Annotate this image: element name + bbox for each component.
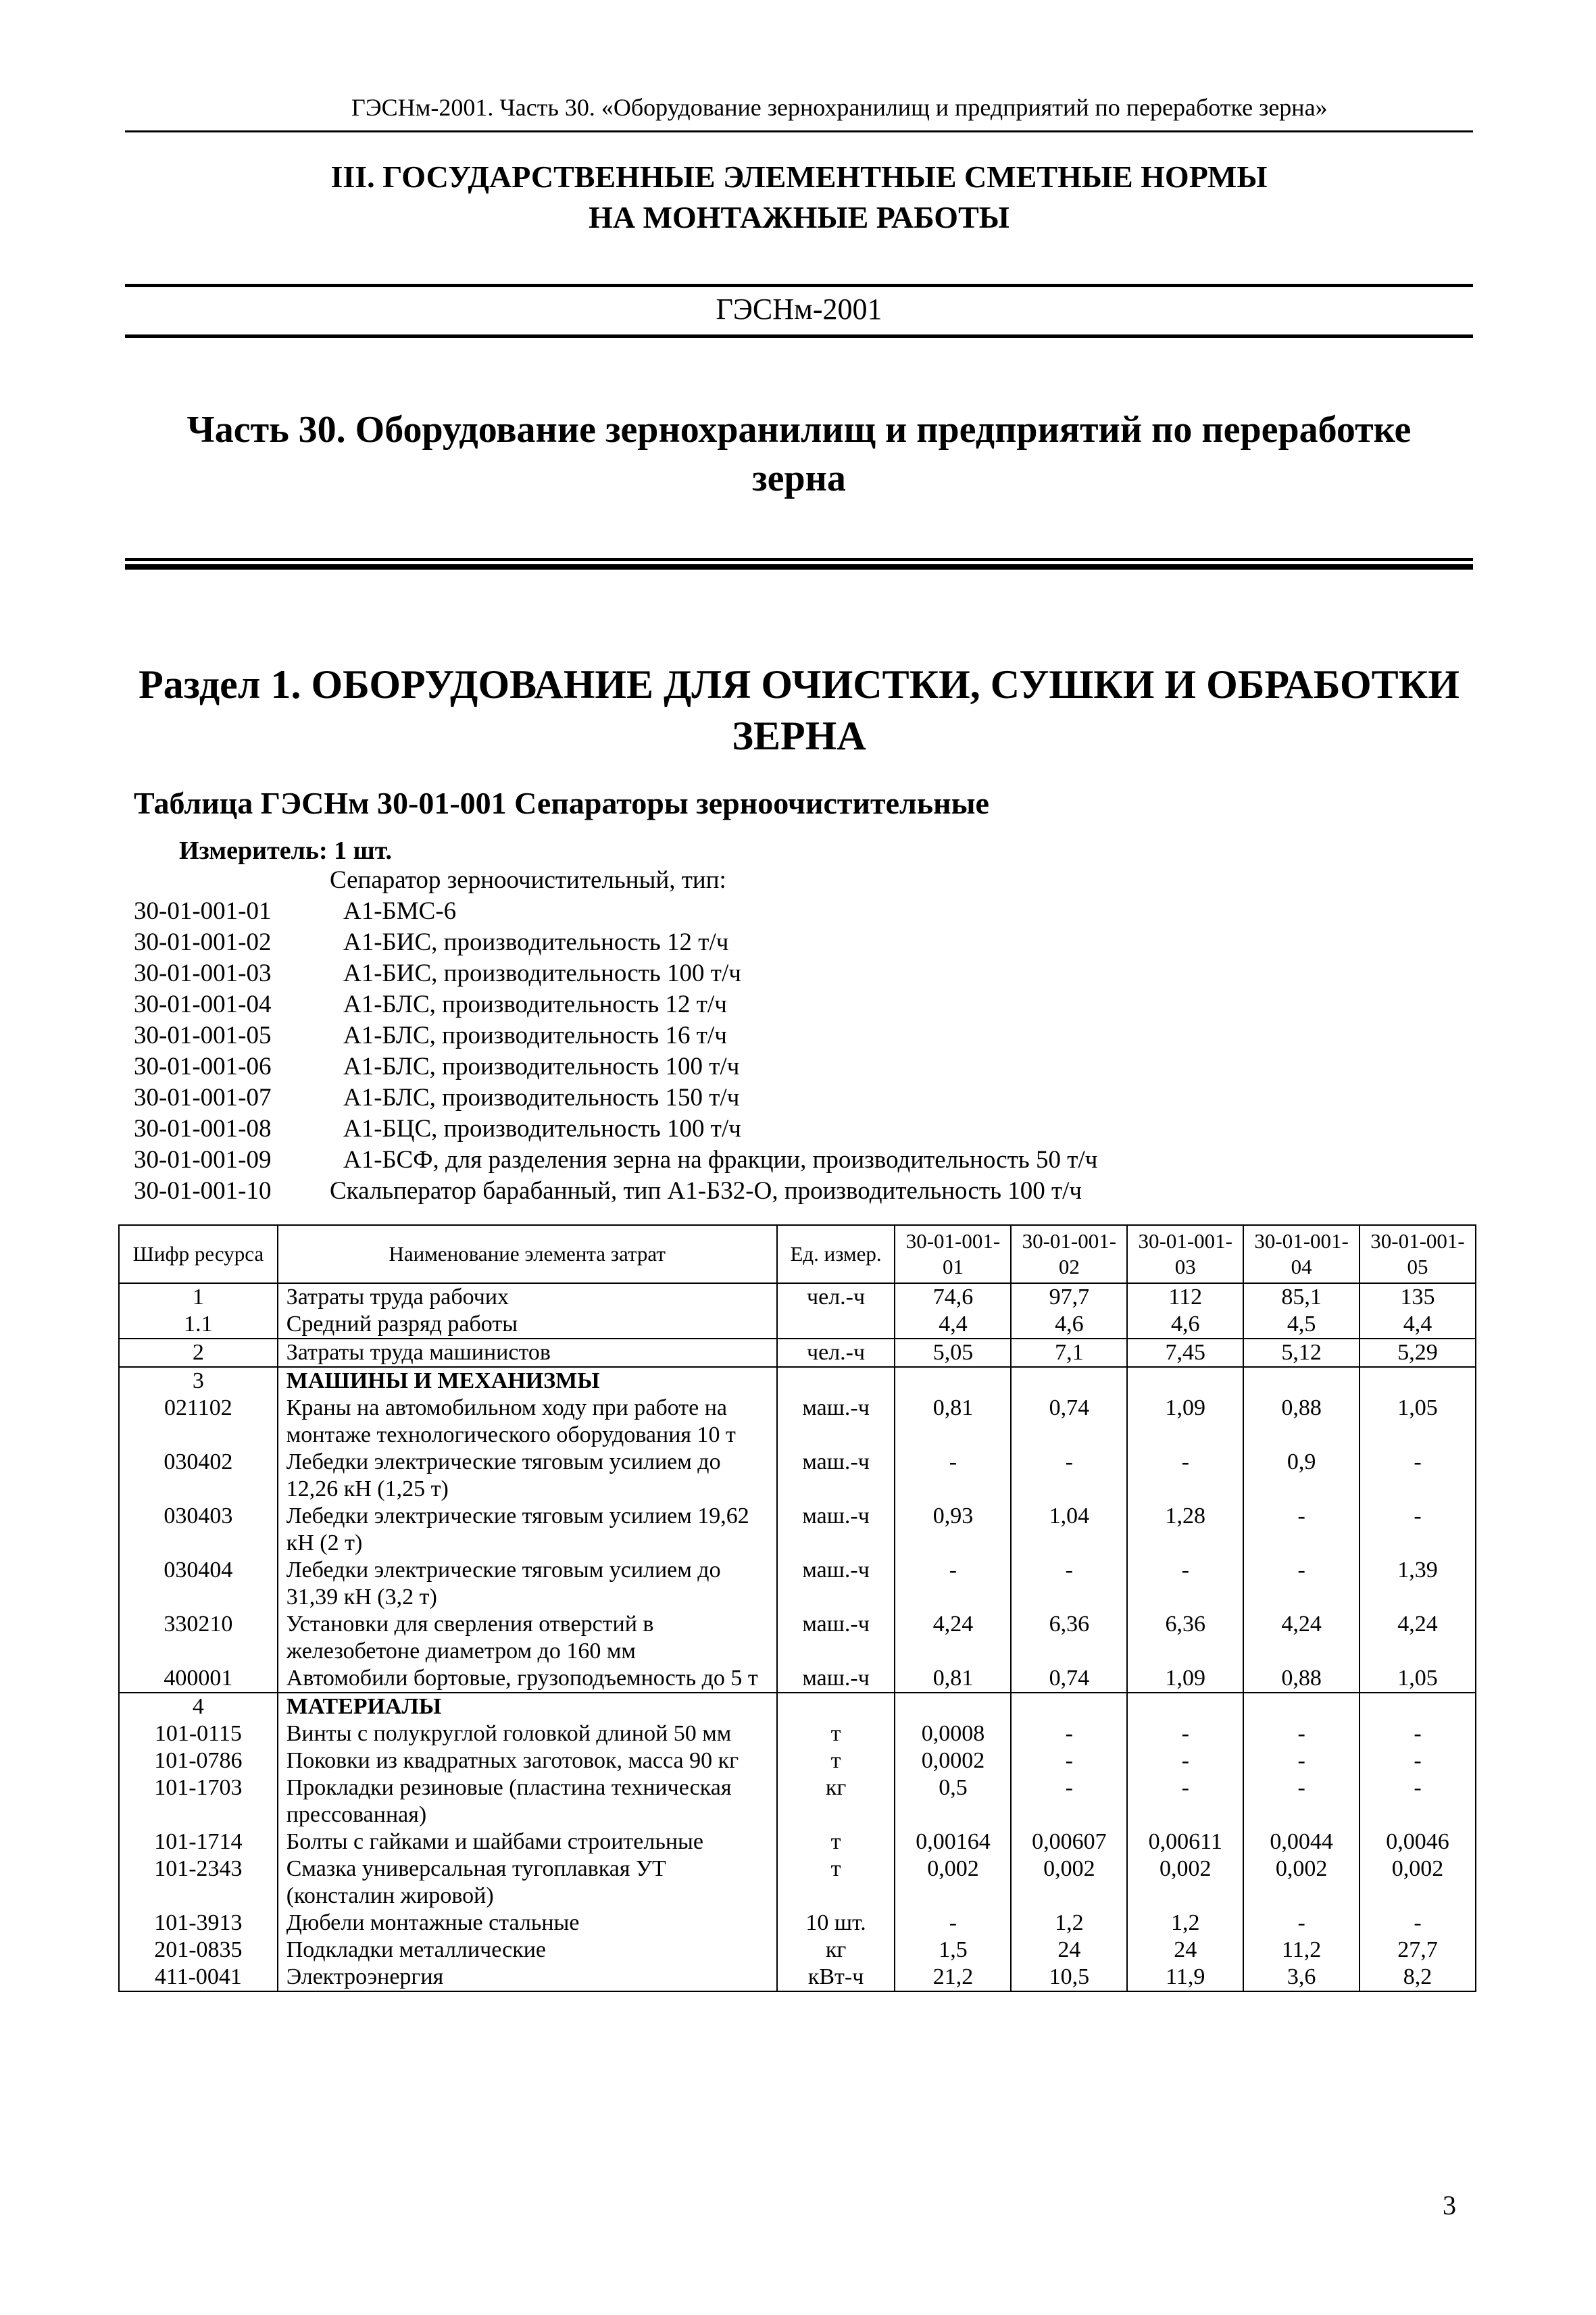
code-value: 30-01-001-10 bbox=[134, 1177, 272, 1205]
code-desc: А1-БИС, производительность 100 т/ч bbox=[343, 960, 741, 987]
cell-name: Лебедки электрические тяговым усилием до 31,39 кН (3,2 т) bbox=[278, 1557, 777, 1611]
cell-value: 1,09 bbox=[1127, 1395, 1243, 1449]
gesn-label: ГЭСНм-2001 bbox=[716, 293, 882, 326]
cell-value: - bbox=[1011, 1720, 1127, 1747]
code-value: 30-01-001-01 bbox=[134, 897, 272, 925]
cell-unit: чел.-ч bbox=[777, 1339, 895, 1367]
cell-value: 7,45 bbox=[1127, 1339, 1243, 1367]
cell-value: - bbox=[1243, 1503, 1360, 1557]
code-desc: А1-БЛС, производительность 150 т/ч bbox=[343, 1084, 740, 1112]
cell-name: Средний разряд работы bbox=[278, 1311, 777, 1339]
cell-value: - bbox=[1011, 1557, 1127, 1611]
cell-value: - bbox=[1127, 1774, 1243, 1828]
cell-value: - bbox=[1360, 1910, 1476, 1937]
code-item bbox=[134, 1145, 1097, 1176]
running-header: ГЭСНм-2001. Часть 30. «Оборудование зернохранилищ и предприятий по переработке зерна» bbox=[351, 94, 1328, 121]
table-row bbox=[119, 1693, 1476, 1720]
code-item bbox=[134, 989, 1097, 1020]
cell-value: - bbox=[895, 1910, 1011, 1937]
cell-name: МАШИНЫ И МЕХАНИЗМЫ bbox=[278, 1367, 777, 1395]
cell-value: 0,002 bbox=[1127, 1856, 1243, 1910]
gesn-rule-bottom bbox=[125, 334, 1473, 338]
cell-unit: маш.-ч bbox=[777, 1557, 895, 1611]
code-desc: Скальператор барабанный, тип А1-Б32-О, производительность 100 т/ч bbox=[330, 1177, 1082, 1205]
cell-code: 030403 bbox=[119, 1503, 278, 1557]
col-header: Шифр ресурса bbox=[119, 1225, 278, 1283]
cell-value: 0,74 bbox=[1011, 1665, 1127, 1693]
cell-unit bbox=[777, 1311, 895, 1339]
code-value: 30-01-001-06 bbox=[134, 1053, 272, 1080]
cell-code: 330210 bbox=[119, 1611, 278, 1665]
code-value: 30-01-001-05 bbox=[134, 1022, 272, 1049]
cell-name: Прокладки резиновые (пластина техническая прессованная) bbox=[278, 1774, 777, 1828]
code-item bbox=[134, 1114, 1097, 1145]
cell-value bbox=[1360, 1367, 1476, 1395]
cell-value: 1,2 bbox=[1011, 1910, 1127, 1937]
cell-value bbox=[1127, 1367, 1243, 1395]
cell-code: 4 bbox=[119, 1693, 278, 1720]
measure-unit: Измеритель: 1 шт. bbox=[179, 837, 393, 865]
col-header: Ед. измер. bbox=[777, 1225, 895, 1283]
heading-line-1: III. ГОСУДАРСТВЕННЫЕ ЭЛЕМЕНТНЫЕ СМЕТНЫЕ НОРМЫ bbox=[330, 159, 1268, 194]
cell-value: - bbox=[1127, 1557, 1243, 1611]
cell-value: - bbox=[1011, 1449, 1127, 1503]
cell-value: 0,81 bbox=[895, 1665, 1011, 1693]
cell-name: Смазка универсальная тугоплавкая УТ (консталин жировой) bbox=[278, 1856, 777, 1910]
cell-value: 0,9 bbox=[1243, 1449, 1360, 1503]
cell-value: 0,0008 bbox=[895, 1720, 1011, 1747]
cell-code: 101-2343 bbox=[119, 1856, 278, 1910]
cell-code: 101-0786 bbox=[119, 1747, 278, 1774]
resource-table bbox=[118, 1224, 1476, 1992]
table-row bbox=[119, 1964, 1476, 1991]
cell-value: 1,28 bbox=[1127, 1503, 1243, 1557]
cell-value: 0,88 bbox=[1243, 1395, 1360, 1449]
cell-value: 112 bbox=[1127, 1283, 1243, 1311]
cell-value: 1,04 bbox=[1011, 1503, 1127, 1557]
table-row bbox=[119, 1557, 1476, 1611]
code-list bbox=[134, 865, 1097, 1207]
cell-value: 74,6 bbox=[895, 1283, 1011, 1311]
cell-name: Лебедки электрические тяговым усилием до 12,26 кН (1,25 т) bbox=[278, 1449, 777, 1503]
cell-value: - bbox=[1243, 1747, 1360, 1774]
table-row bbox=[119, 1937, 1476, 1964]
cell-code: 101-1714 bbox=[119, 1828, 278, 1856]
cell-value: 97,7 bbox=[1011, 1283, 1127, 1311]
cell-value: - bbox=[895, 1557, 1011, 1611]
code-item bbox=[134, 927, 1097, 958]
cell-value: 21,2 bbox=[895, 1964, 1011, 1991]
heading-line-2: НА МОНТАЖНЫЕ РАБОТЫ bbox=[589, 200, 1009, 234]
cell-unit: маш.-ч bbox=[777, 1449, 895, 1503]
cell-value bbox=[1243, 1693, 1360, 1720]
cell-name: Поковки из квадратных заготовок, масса 90 кг bbox=[278, 1747, 777, 1774]
cell-unit: чел.-ч bbox=[777, 1283, 895, 1311]
cell-name: Затраты труда рабочих bbox=[278, 1283, 777, 1311]
cell-value: 8,2 bbox=[1360, 1964, 1476, 1991]
code-desc: А1-БЦС, производительность 100 т/ч bbox=[343, 1115, 741, 1143]
cell-value: 3,6 bbox=[1243, 1964, 1360, 1991]
cell-value: 0,74 bbox=[1011, 1395, 1127, 1449]
cell-value bbox=[1011, 1693, 1127, 1720]
cell-unit: т bbox=[777, 1747, 895, 1774]
cell-unit: маш.-ч bbox=[777, 1665, 895, 1693]
cell-code: 1 bbox=[119, 1283, 278, 1311]
cell-value bbox=[895, 1693, 1011, 1720]
cell-value: 0,002 bbox=[1011, 1856, 1127, 1910]
table-row bbox=[119, 1611, 1476, 1665]
cell-value: 0,00611 bbox=[1127, 1828, 1243, 1856]
section-title-line-1: Раздел 1. ОБОРУДОВАНИЕ ДЛЯ ОЧИСТКИ, СУШКИ И ОБРАБОТКИ bbox=[139, 662, 1460, 707]
cell-value: 0,88 bbox=[1243, 1665, 1360, 1693]
table-row bbox=[119, 1856, 1476, 1910]
cell-value bbox=[1011, 1367, 1127, 1395]
code-desc: А1-БЛС, производительность 100 т/ч bbox=[343, 1053, 740, 1080]
cell-value: - bbox=[1360, 1747, 1476, 1774]
code-desc: А1-БЛС, производительность 16 т/ч bbox=[343, 1022, 727, 1049]
cell-value: 7,1 bbox=[1011, 1339, 1127, 1367]
table-title: Таблица ГЭСНм 30-01-001 Сепараторы зерноочистительные bbox=[134, 786, 989, 820]
cell-unit: 10 шт. bbox=[777, 1910, 895, 1937]
part-title-line-1: Часть 30. Оборудование зернохранилищ и предприятий по переработке bbox=[186, 409, 1412, 451]
cell-value: 24 bbox=[1127, 1937, 1243, 1964]
cell-value: 5,29 bbox=[1360, 1339, 1476, 1367]
cell-value: 0,002 bbox=[1243, 1856, 1360, 1910]
table-row bbox=[119, 1339, 1476, 1367]
cell-value: 0,0002 bbox=[895, 1747, 1011, 1774]
cell-code: 1.1 bbox=[119, 1311, 278, 1339]
col-header: 30-01-001-03 bbox=[1127, 1225, 1243, 1283]
cell-value: 1,5 bbox=[895, 1937, 1011, 1964]
col-header: Наименование элемента затрат bbox=[278, 1225, 777, 1283]
heading-gesen bbox=[125, 157, 1473, 238]
cell-value: 6,36 bbox=[1127, 1611, 1243, 1665]
cell-value: - bbox=[1243, 1774, 1360, 1828]
code-item bbox=[134, 1051, 1097, 1082]
cell-value: - bbox=[1243, 1720, 1360, 1747]
code-item bbox=[134, 896, 1097, 927]
part-title-line-2: зерна bbox=[752, 457, 846, 499]
code-desc: А1-БИС, производительность 12 т/ч bbox=[343, 928, 729, 956]
cell-value: - bbox=[1243, 1910, 1360, 1937]
table-row bbox=[119, 1774, 1476, 1828]
cell-value: - bbox=[1243, 1557, 1360, 1611]
cell-unit: кг bbox=[777, 1937, 895, 1964]
cell-unit: маш.-ч bbox=[777, 1503, 895, 1557]
table-row bbox=[119, 1311, 1476, 1339]
cell-value: 0,002 bbox=[1360, 1856, 1476, 1910]
code-value: 30-01-001-07 bbox=[134, 1084, 272, 1112]
col-header: 30-01-001-05 bbox=[1360, 1225, 1476, 1283]
cell-value: - bbox=[1360, 1449, 1476, 1503]
cell-value bbox=[1127, 1693, 1243, 1720]
table-row bbox=[119, 1503, 1476, 1557]
cell-value: - bbox=[1360, 1774, 1476, 1828]
cell-code: 101-0115 bbox=[119, 1720, 278, 1747]
cell-value: 0,002 bbox=[895, 1856, 1011, 1910]
cell-code: 400001 bbox=[119, 1665, 278, 1693]
cell-value: 0,93 bbox=[895, 1503, 1011, 1557]
cell-value: 24 bbox=[1011, 1937, 1127, 1964]
cell-unit: т bbox=[777, 1828, 895, 1856]
cell-name: Болты с гайками и шайбами строительные bbox=[278, 1828, 777, 1856]
cell-code: 030404 bbox=[119, 1557, 278, 1611]
code-desc: А1-БМС-6 bbox=[343, 897, 457, 925]
page-number: 3 bbox=[1443, 2190, 1456, 2220]
code-value: 30-01-001-04 bbox=[134, 991, 272, 1018]
cell-value: - bbox=[1011, 1747, 1127, 1774]
cell-value: 27,7 bbox=[1360, 1937, 1476, 1964]
cell-value: 4,24 bbox=[895, 1611, 1011, 1665]
cell-unit: т bbox=[777, 1856, 895, 1910]
cell-code: 411-0041 bbox=[119, 1964, 278, 1991]
cell-value: 135 bbox=[1360, 1283, 1476, 1311]
cell-unit: маш.-ч bbox=[777, 1395, 895, 1449]
col-header: 30-01-001-04 bbox=[1243, 1225, 1360, 1283]
cell-name: Электроэнергия bbox=[278, 1964, 777, 1991]
cell-unit bbox=[777, 1367, 895, 1395]
cell-value: 1,09 bbox=[1127, 1665, 1243, 1693]
code-item bbox=[134, 958, 1097, 989]
code-item bbox=[134, 1176, 1097, 1207]
cell-value: 5,05 bbox=[895, 1339, 1011, 1367]
cell-unit bbox=[777, 1693, 895, 1720]
cell-value: 4,24 bbox=[1360, 1611, 1476, 1665]
cell-value: 4,6 bbox=[1011, 1311, 1127, 1339]
code-item bbox=[134, 1082, 1097, 1114]
part-rule-2 bbox=[125, 564, 1473, 570]
cell-value: 5,12 bbox=[1243, 1339, 1360, 1367]
cell-value: - bbox=[1127, 1720, 1243, 1747]
cell-value: 85,1 bbox=[1243, 1283, 1360, 1311]
cell-value: 0,0046 bbox=[1360, 1828, 1476, 1856]
table-row bbox=[119, 1720, 1476, 1747]
cell-value: 11,2 bbox=[1243, 1937, 1360, 1964]
cell-name: Краны на автомобильном ходу при работе на монтаже технологического оборудования 10 т bbox=[278, 1395, 777, 1449]
table-row bbox=[119, 1395, 1476, 1449]
cell-value: 4,6 bbox=[1127, 1311, 1243, 1339]
header-rule bbox=[125, 130, 1473, 132]
cell-code: 3 bbox=[119, 1367, 278, 1395]
cell-value: - bbox=[1011, 1774, 1127, 1828]
table-row bbox=[119, 1665, 1476, 1693]
cell-unit: кг bbox=[777, 1774, 895, 1828]
cell-value: - bbox=[1127, 1449, 1243, 1503]
code-value: 30-01-001-03 bbox=[134, 960, 272, 987]
cell-value: - bbox=[1360, 1720, 1476, 1747]
cell-value: 0,81 bbox=[895, 1395, 1011, 1449]
part-rule-1 bbox=[125, 558, 1473, 561]
col-header: 30-01-001-02 bbox=[1011, 1225, 1127, 1283]
cell-name: МАТЕРИАЛЫ bbox=[278, 1693, 777, 1720]
cell-value: 6,36 bbox=[1011, 1611, 1127, 1665]
table-row bbox=[119, 1449, 1476, 1503]
cell-name: Установки для сверления отверстий в железобетоне диаметром до 160 мм bbox=[278, 1611, 777, 1665]
section-title-line-2: ЗЕРНА bbox=[732, 714, 866, 758]
cell-code: 021102 bbox=[119, 1395, 278, 1449]
cell-value: 4,4 bbox=[895, 1311, 1011, 1339]
cell-code: 030402 bbox=[119, 1449, 278, 1503]
cell-value: - bbox=[1360, 1503, 1476, 1557]
table-row bbox=[119, 1283, 1476, 1311]
cell-value bbox=[895, 1367, 1011, 1395]
cell-unit: кВт-ч bbox=[777, 1964, 895, 1991]
part-title bbox=[125, 405, 1473, 503]
col-header: 30-01-001-01 bbox=[895, 1225, 1011, 1283]
code-value: 30-01-001-09 bbox=[134, 1146, 272, 1174]
cell-unit: маш.-ч bbox=[777, 1611, 895, 1665]
cell-code: 2 bbox=[119, 1339, 278, 1367]
cell-value: 0,5 bbox=[895, 1774, 1011, 1828]
table-row bbox=[119, 1828, 1476, 1856]
cell-value: 0,00164 bbox=[895, 1828, 1011, 1856]
cell-code: 201-0835 bbox=[119, 1937, 278, 1964]
table-header-row bbox=[119, 1225, 1476, 1283]
code-value: 30-01-001-02 bbox=[134, 928, 272, 956]
cell-value: 1,05 bbox=[1360, 1395, 1476, 1449]
cell-value: 1,2 bbox=[1127, 1910, 1243, 1937]
cell-name: Затраты труда машинистов bbox=[278, 1339, 777, 1367]
cell-value: 4,24 bbox=[1243, 1611, 1360, 1665]
cell-value bbox=[1360, 1693, 1476, 1720]
cell-value: 0,00607 bbox=[1011, 1828, 1127, 1856]
cell-value: 10,5 bbox=[1011, 1964, 1127, 1991]
cell-code: 101-3913 bbox=[119, 1910, 278, 1937]
cell-value bbox=[1243, 1367, 1360, 1395]
code-value: 30-01-001-08 bbox=[134, 1115, 272, 1143]
code-desc: А1-БЛС, производительность 12 т/ч bbox=[343, 991, 727, 1018]
section-title bbox=[125, 659, 1473, 762]
cell-value: 1,39 bbox=[1360, 1557, 1476, 1611]
cell-value: 4,4 bbox=[1360, 1311, 1476, 1339]
code-list-intro: Сепаратор зерноочистительный, тип: bbox=[330, 866, 726, 894]
code-item bbox=[134, 1020, 1097, 1051]
cell-value: 11,9 bbox=[1127, 1964, 1243, 1991]
table-row bbox=[119, 1367, 1476, 1395]
cell-value: 0,0044 bbox=[1243, 1828, 1360, 1856]
cell-name: Дюбели монтажные стальные bbox=[278, 1910, 777, 1937]
code-desc: А1-БСФ, для разделения зерна на фракции, производительность 50 т/ч bbox=[343, 1146, 1098, 1174]
table-body bbox=[119, 1283, 1476, 1991]
cell-value: 1,05 bbox=[1360, 1665, 1476, 1693]
cell-unit: т bbox=[777, 1720, 895, 1747]
cell-value: - bbox=[1127, 1747, 1243, 1774]
table-row bbox=[119, 1910, 1476, 1937]
cell-name: Автомобили бортовые, грузоподъемность до 5 т bbox=[278, 1665, 777, 1693]
cell-name: Винты с полукруглой головкой длиной 50 мм bbox=[278, 1720, 777, 1747]
table-row bbox=[119, 1747, 1476, 1774]
gesn-rule-top bbox=[125, 284, 1473, 287]
cell-name: Лебедки электрические тяговым усилием 19,62 кН (2 т) bbox=[278, 1503, 777, 1557]
cell-code: 101-1703 bbox=[119, 1774, 278, 1828]
cell-name: Подкладки металлические bbox=[278, 1937, 777, 1964]
cell-value: 4,5 bbox=[1243, 1311, 1360, 1339]
cell-value: - bbox=[895, 1449, 1011, 1503]
